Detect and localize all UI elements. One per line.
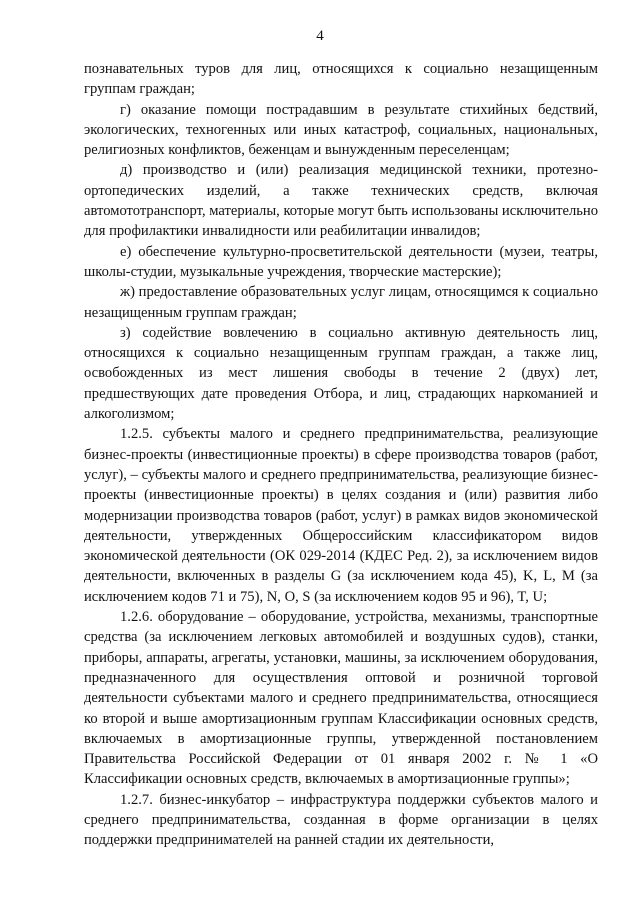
paragraph-item-g: г) оказание помощи пострадавшим в результате стихийных бедствий, экологических, техногенных или иных катастроф, социальных, национальных, религиозных конфликтов, беженцам и вынужденным переселенцам;	[84, 101, 598, 159]
paragraph-item-z: з) содействие вовлечению в социально активную деятельность лиц, относящихся к социально незащищенным группам граждан, а также лиц, освобожденных из мест лишения свободы в течение 2 (двух) лет, предшествующих дате проведения Отбора, и лиц, страдающих наркоманией и алкоголизмом;	[84, 324, 598, 423]
paragraph-1-2-6: 1.2.6. оборудование – оборудование, устройства, механизмы, транспортные средства (за исключением легковых автомобилей и воздушных судов), станки, приборы, аппараты, агрегаты, установки, машины, за исключением оборудования, предназначенного для осуществления оптовой и розничной торговой деятельности субъектами малого и среднего предпринимательства, относящиеся ко второй и выше амортизационным группам Классификации основных средств, включаемых в амортизационные группы, утвержденной постановлением Правительства Российской Федерации от 01 января 2002 г. № 1 «О Классификации основных средств, включаемых в амортизационные группы»;	[84, 609, 598, 788]
paragraph-item-zh: ж) предоставление образовательных услуг лицам, относящимся к социально незащищенным группам граждан;	[84, 284, 598, 321]
page-number: 4	[316, 28, 324, 44]
paragraph-item-e: е) обеспечение культурно-просветительской деятельности (музеи, театры, школы-студии, музыкальные учреждения, творческие мастерские);	[84, 243, 598, 280]
paragraph-1-2-7: 1.2.7. бизнес-инкубатор – инфраструктура поддержки субъектов малого и среднего предпринимательства, созданная в форме организации в целях поддержки предпринимателей на ранней стадии их деятельности,	[84, 791, 598, 849]
paragraph-continuation: познавательных туров для лиц, относящихся к социально незащищенным группам граждан;	[84, 61, 598, 98]
paragraph-item-d: д) производство и (или) реализация медицинской техники, протезно-ортопедических изделий, а также технических средств, включая автомототранспорт, материалы, которые могут быть использованы исключительно для профилактики инвалидности или реабилитации инвалидов;	[84, 162, 598, 240]
document-body	[84, 59, 598, 851]
paragraph-1-2-5: 1.2.5. субъекты малого и среднего предпринимательства, реализующие бизнес-проекты (инвестиционные проекты) в сфере производства товаров (работ, услуг), – субъекты малого и среднего предпринимательства, реализующие бизнес-проекты (инвестиционные проекты) в целях создания и (или) развития либо модернизации производства товаров (работ, услуг) в рамках видов экономической деятельности, утвержденных Общероссийским классификатором видов экономической деятельности (ОК 029-2014 (КДЕС Ред. 2), за исключением видов деятельности, включенных в разделы G (за исключением кода 45), K, L, M (за исключением кодов 71 и 75), N, O, S (за исключением кодов 95 и 96), T, U;	[84, 426, 598, 605]
